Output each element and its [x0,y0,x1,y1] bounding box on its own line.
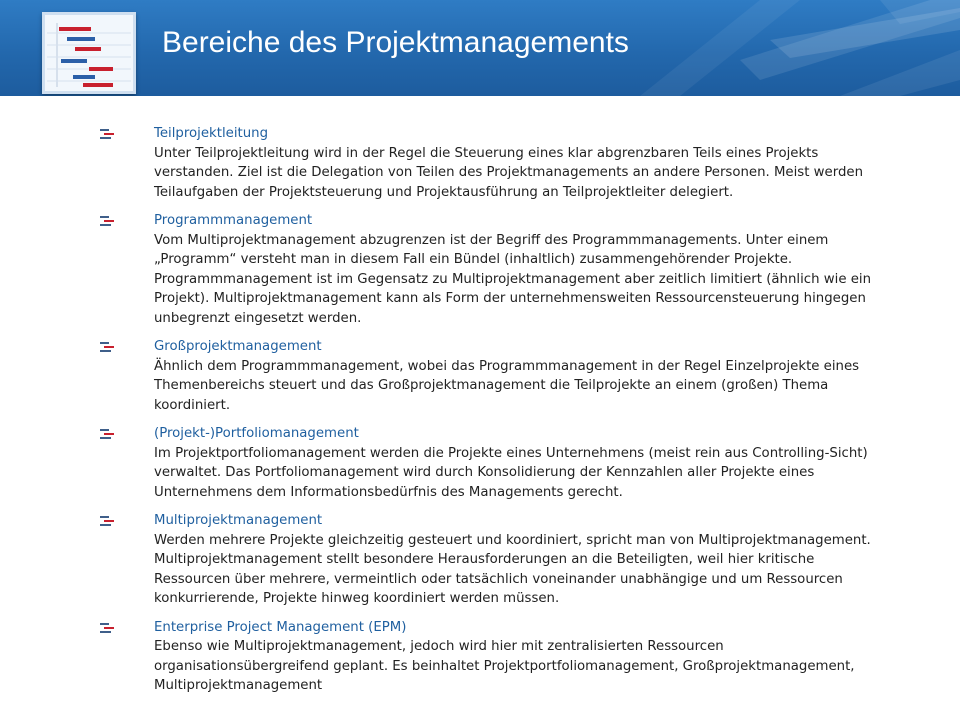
item-description: Ebenso wie Multiprojektmanagement, jedoch wird hier mit zentralisierten Ressourcen organisationsübergreifend geplant. Es beinhaltet Projektportfoliomanagement, Großprojektmanagement, Multiprojektmanagement [154,639,855,693]
item-heading: Multiprojektmanagement [154,513,323,528]
slide-title: Bereiche des Projektmanagements [162,26,629,59]
item-description: Werden mehrere Projekte gleichzeitig gesteuert und koordiniert, spricht man von Multiprojektmanagement. Multiprojektmanagement stellt besondere Herausforderungen an die Beteiligten, weil hier kritische Ressourcen über mehrere, vermeintlich oder tatsächlich voneinander unabhängige und um Ressourcen konkurrierende, Projekte hinweg koordiniert werden müssen. [154,532,871,606]
item-description: Ähnlich dem Programmmanagement, wobei das Programmmanagement in der Regel Einzelprojekte eines Themenbereichs steuert und das Großprojektmanagement die Teilprojekte an einem (großen) Thema koordiniert. [154,358,860,413]
bullet-list [100,124,890,705]
lines-bullet-icon [100,623,114,633]
item-heading: Enterprise Project Management (EPM) [154,619,407,635]
list-item [100,337,890,415]
list-item [100,424,890,502]
list-item [100,124,890,202]
lines-bullet-icon [100,216,114,226]
item-heading: Großprojektmanagement [154,339,322,354]
list-item [100,211,890,328]
list-item [100,618,890,696]
item-heading: Teilprojektleitung [154,126,269,141]
slide-header [0,0,960,96]
list-item [100,511,890,609]
item-description: Unter Teilprojektleitung wird in der Regel die Steuerung eines klar abgrenzbaren Teils eines Projekts verstanden. Ziel ist die Delegation von Teilen des Projektmanagements an andere Personen. Meist werden Teilaufgaben der Projektsteuerung und Projektausführung an Teilprojektleiter delegiert. [154,145,864,200]
item-heading: Programmmanagement [154,213,313,228]
item-description: Im Projektportfoliomanagement werden die Projekte eines Unternehmens (meist rein aus Controlling-Sicht) verwaltet. Das Portfoliomanagement wird durch Konsolidierung der Kennzahlen aller Projekte eines Unternehmens dem Informationsbedürfnis des Managements gerecht. [154,445,868,500]
lines-bullet-icon [100,129,114,139]
lines-bullet-icon [100,516,114,526]
item-description: Vom Multiprojektmanagement abzugrenzen ist der Begriff des Programmmanagements. Unter einem „Programm“ versteht man in diesem Fall ein Bündel (inhaltlich) zusammengehörender Projekte. Programmmanagement ist im Gegensatz zu Multiprojektmanagement aber zeitlich limitiert (ähnlich wie ein Projekt). Multiprojektmanagement kann als Form der unternehmensweiten Ressourcensteuerung hingegen unbegrenzt eingesetzt werden. [154,232,872,326]
item-heading: (Projekt-)Portfoliomanagement [154,426,359,441]
lines-bullet-icon [100,342,114,352]
lines-bullet-icon [100,429,114,439]
gantt-chart-icon [42,12,136,94]
